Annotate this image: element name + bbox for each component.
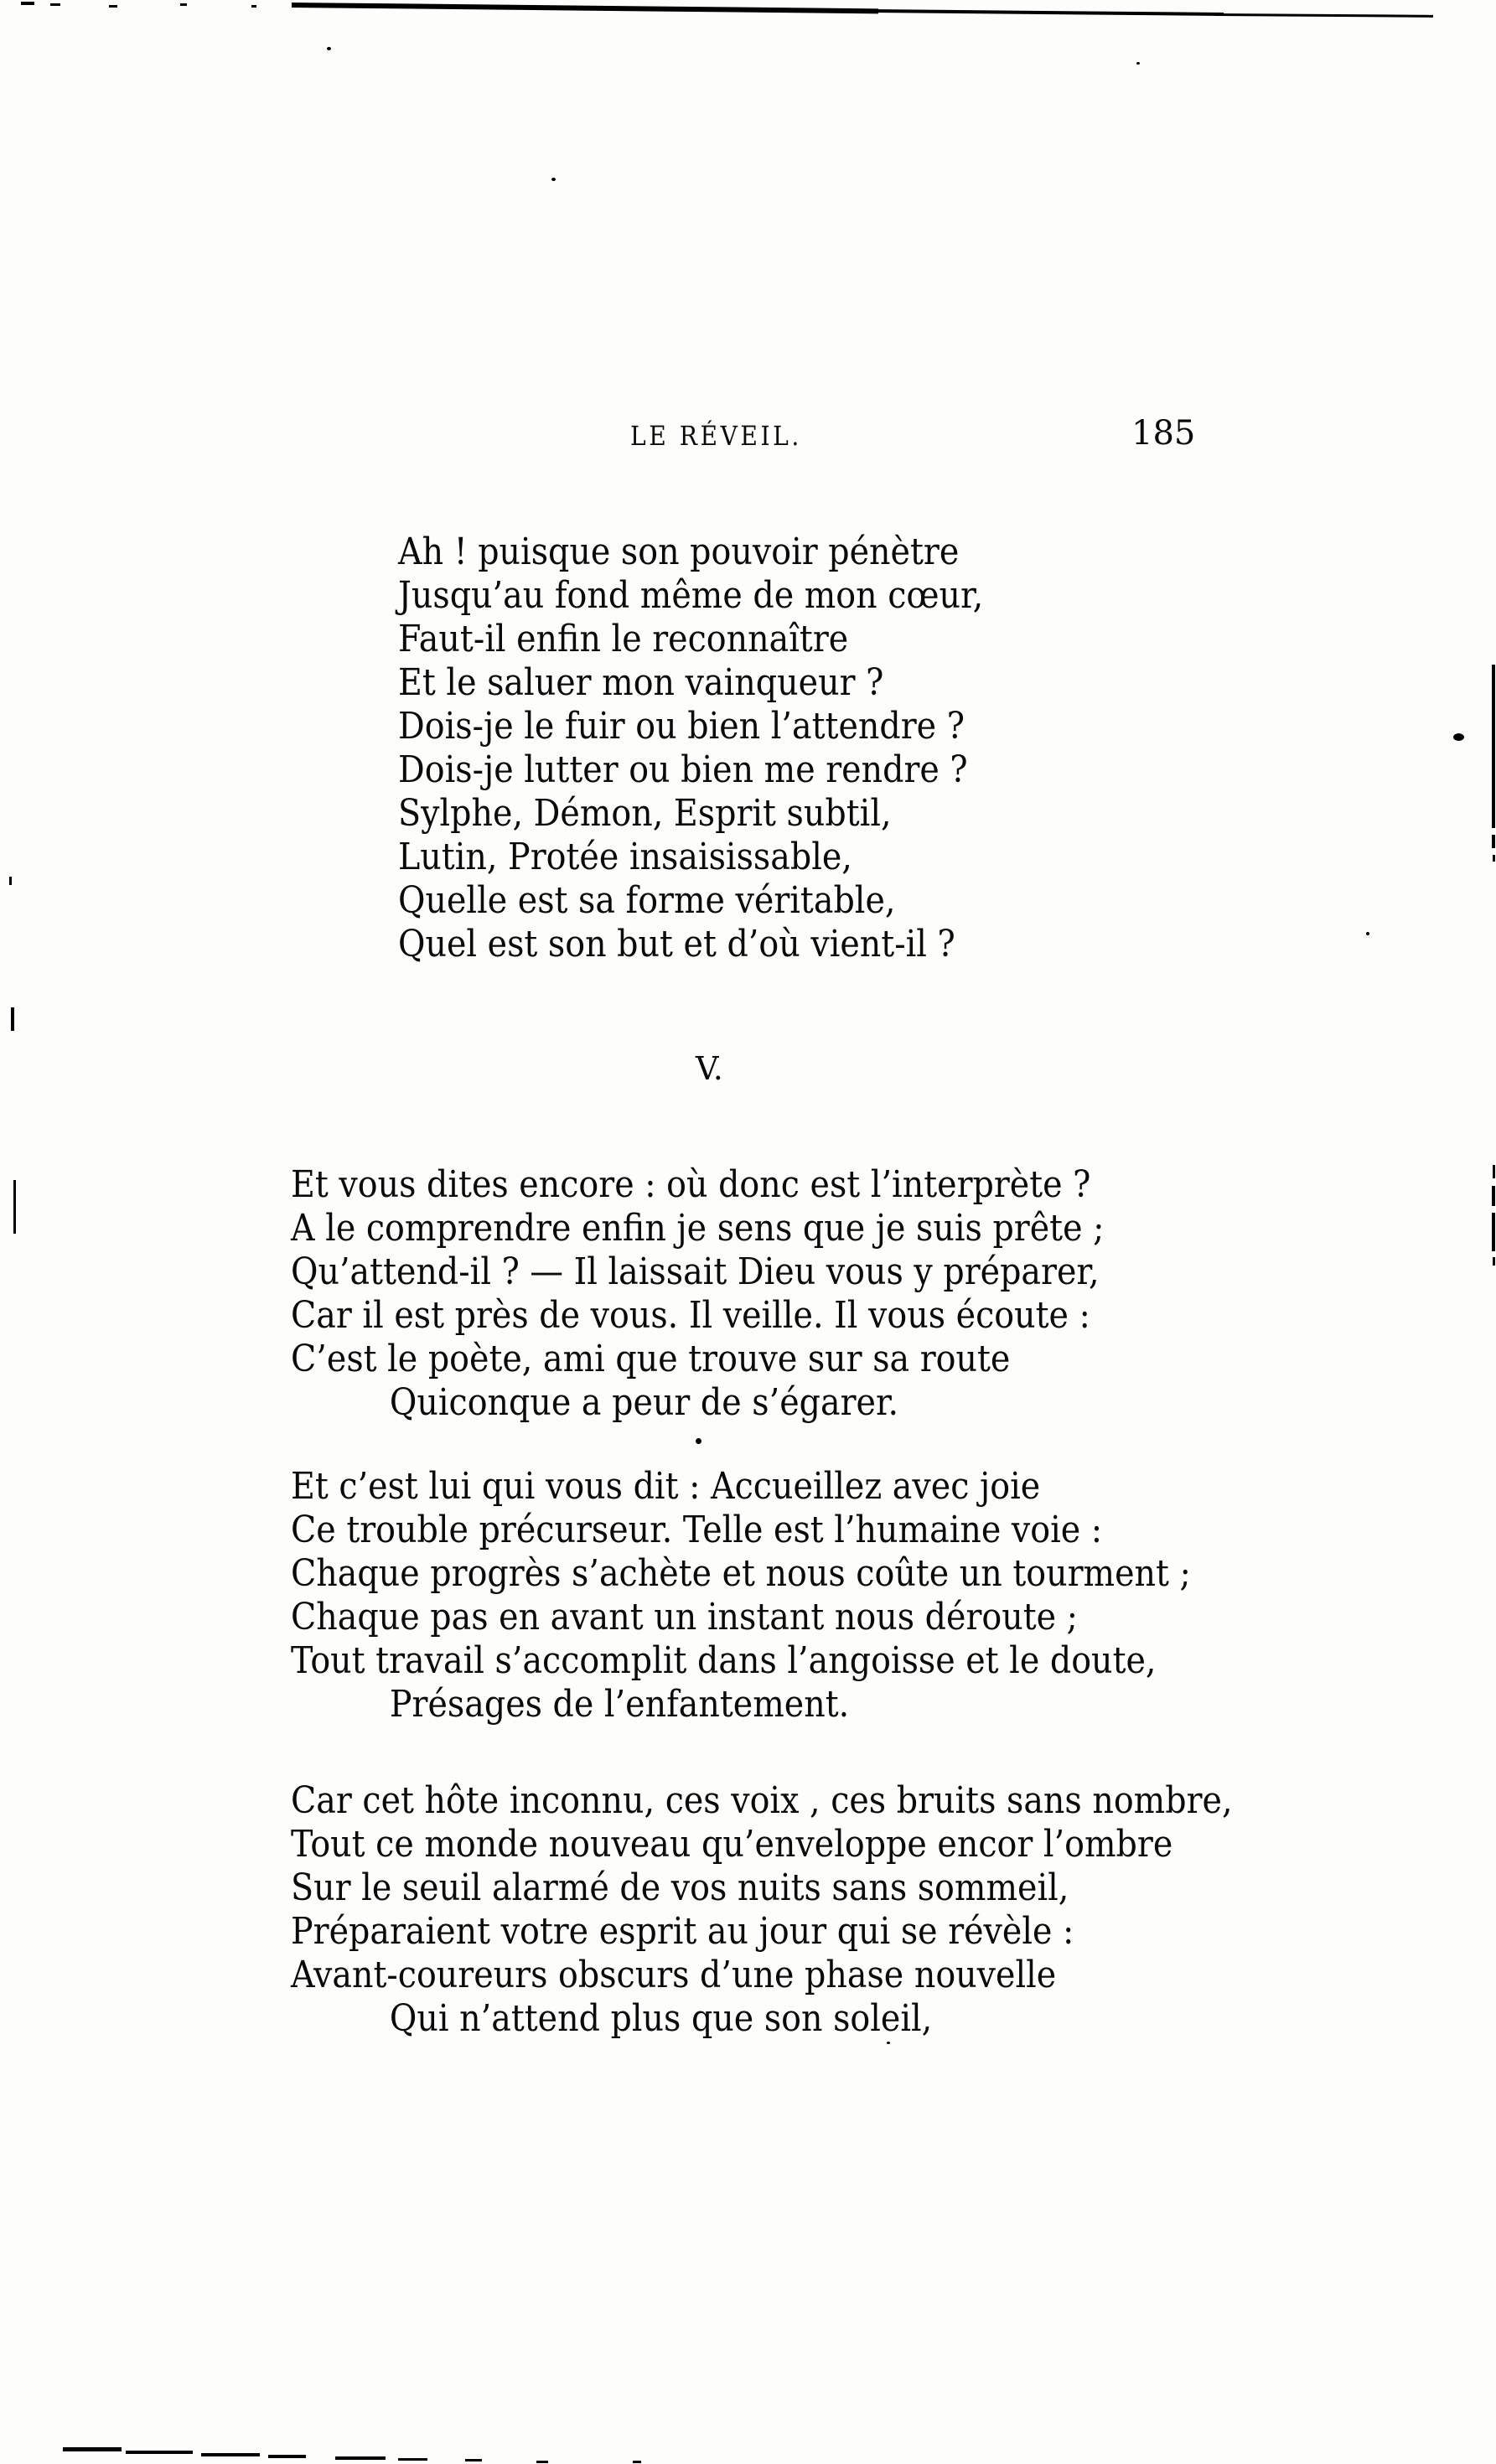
scan-artifact-line <box>1492 1213 1495 1251</box>
poem-line: Qu’attend-il ? — Il laissait Dieu vous y préparer, <box>291 1250 1100 1293</box>
poem-line: Tout ce monde nouveau qu’enveloppe encor l’ombre <box>291 1823 1173 1866</box>
poem-line: Dois-je lutter ou bien me rendre ? <box>398 748 968 791</box>
scan-artifact-line <box>872 9 1224 16</box>
scan-artifact-line <box>335 2456 386 2460</box>
scan-artifact-line <box>126 2451 193 2454</box>
poem-line: Ah ! puisque son pouvoir pénètre <box>398 531 960 573</box>
scan-artifact-line <box>465 2459 482 2461</box>
poem-line: Lutin, Protée insaisissable, <box>398 836 852 878</box>
poem-line: Jusqu’au fond même de mon cœur, <box>398 574 984 617</box>
running-header-title: LE RÉVEIL. <box>630 420 802 452</box>
poem-line: Dois-je le fuir ou bien l’attendre ? <box>398 705 965 748</box>
scan-artifact-line <box>11 1007 14 1031</box>
poem-line: Sur le seuil alarmé de vos nuits sans sommeil, <box>291 1866 1069 1909</box>
poem-line: Quiconque a peur de s’égarer. <box>389 1381 899 1424</box>
scan-speck <box>887 2042 890 2044</box>
scan-artifact-line <box>1493 1165 1495 1178</box>
scan-speck <box>1136 62 1140 65</box>
scan-artifact-line <box>201 2453 260 2456</box>
scan-speck <box>180 3 187 6</box>
scan-artifact-line <box>292 3 878 13</box>
poem-line: C’est le poète, ami que trouve sur sa route <box>291 1338 1011 1380</box>
poem-line: Présages de l’enfantement. <box>389 1683 850 1726</box>
poem-line: Et vous dites encore : où donc est l’interprète ? <box>291 1163 1091 1206</box>
scan-speck <box>327 47 331 50</box>
poem-line: Ce trouble précurseur. Telle est l’humaine voie : <box>291 1509 1103 1551</box>
scan-speck <box>50 3 60 6</box>
scan-speck <box>1453 733 1464 741</box>
scan-speck <box>551 178 556 181</box>
scan-artifact-line <box>398 2458 427 2461</box>
scan-artifact-line <box>1493 1257 1495 1266</box>
scan-speck <box>696 1438 701 1444</box>
poem-line: Qui n’attend plus que son soleil, <box>389 1997 933 2040</box>
stanza-4 <box>291 1779 1233 2041</box>
poem-line: Quelle est sa forme véritable, <box>398 879 896 922</box>
scan-speck <box>1366 932 1369 935</box>
scan-artifact-line <box>1493 855 1495 862</box>
poem-line: A le comprendre enfin je sens que je suis prête ; <box>291 1207 1105 1250</box>
poem-line: Car il est près de vous. Il veille. Il vous écoute : <box>291 1294 1090 1337</box>
scan-artifact-line <box>63 2447 122 2451</box>
scan-artifact-line <box>13 1180 16 1234</box>
scan-speck <box>21 2 34 5</box>
scan-artifact-line <box>536 2461 548 2463</box>
scan-speck <box>109 5 117 8</box>
poem-line: Chaque pas en avant un instant nous déroute ; <box>291 1596 1078 1638</box>
page-number: 185 <box>1131 414 1196 453</box>
poem-line: Faut-il enfin le reconnaître <box>398 618 849 660</box>
poem-line: Avant-coureurs obscurs d’une phase nouvelle <box>291 1954 1057 1996</box>
poem-line: Car cet hôte inconnu, ces voix , ces bruits sans nombre, <box>291 1779 1233 1822</box>
section-number: V. <box>696 1050 723 1087</box>
poem-line: Tout travail s’accomplit dans l’angoisse et le doute, <box>291 1639 1157 1682</box>
scan-artifact-line <box>1492 835 1495 848</box>
scan-artifact-line <box>1492 1186 1495 1206</box>
scan-artifact-line <box>1492 665 1495 828</box>
scan-artifact-line <box>1215 13 1433 18</box>
poem-line: Quel est son but et d’où vient-il ? <box>398 923 955 965</box>
poem-line: Chaque progrès s’achète et nous coûte un tourment ; <box>291 1552 1191 1595</box>
poem-line: Et le saluer mon vainqueur ? <box>398 661 884 704</box>
poem-line: Et c’est lui qui vous dit : Accueillez avec joie <box>291 1465 1041 1508</box>
scan-speck <box>9 877 12 885</box>
scan-artifact-line <box>633 2461 641 2463</box>
stanza-2 <box>291 1163 1104 1425</box>
scan-artifact-line <box>268 2455 306 2458</box>
stanza-1 <box>398 531 983 966</box>
scan-speck <box>251 5 256 8</box>
poem-line: Sylphe, Démon, Esprit subtil, <box>398 792 892 835</box>
poem-line: Préparaient votre esprit au jour qui se révèle : <box>291 1910 1074 1953</box>
stanza-3 <box>291 1465 1191 1726</box>
